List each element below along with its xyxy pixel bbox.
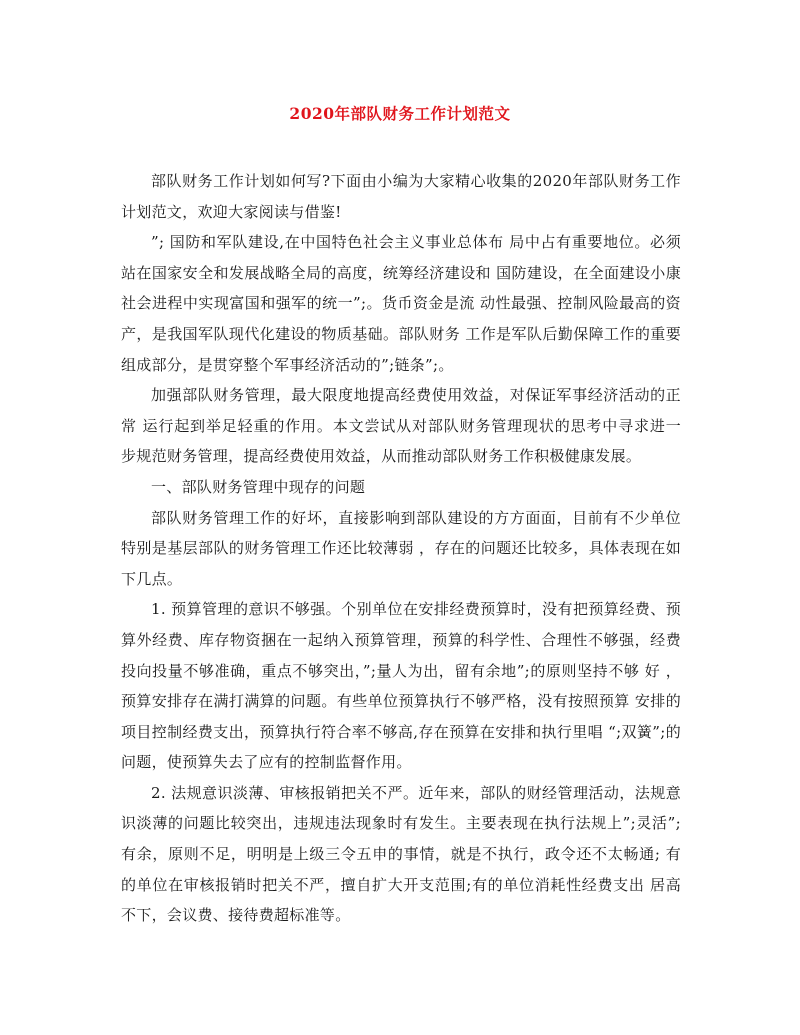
paragraph-management: 加强部队财务管理，最大限度地提高经费使用效益，对保证军事经济活动的正常 运行起到举足轻重的作用。本文尝试从对部队财务管理现状的思考中寻求进一 步规范财务管理，提高经费使用效益，从而推动部队财务工作积极健康发展。 <box>121 386 681 466</box>
paragraph-defense: ”; 国防和军队建设,在中国特色社会主义事业总体布 局中占有重要地位。必须站在国家安全和发展战略全局的高度，统筹经济建设和 国防建设，在全面建设小康社会进程中实现富国和强军的统一”;。货币资金是流 动性最强、控制风险最高的资产，是我国军队现代化建设的物质基础。部队财务 工作是军队后勤保障工作的重要组成部分，是贯穿整个军事经济活动的”;链条”;。 <box>121 233 681 374</box>
document-title: 2020年部队财务工作计划范文 <box>289 104 511 123</box>
section-heading: 一、部队财务管理中现存的问题 <box>151 477 366 496</box>
document-body <box>121 166 681 931</box>
paragraph-intro: 部队财务工作计划如何写?下面由小编为大家精心收集的2020年部队财务工作计划范文，欢迎大家阅读与借鉴! <box>121 172 681 221</box>
paragraph-problems: 部队财务管理工作的好坏，直接影响到部队建设的方方面面，目前有不少单位特别是基层部队的财务管理工作还比较薄弱 ，存在的问题还比较多，具体表现在如下几点。 <box>121 508 681 588</box>
paragraph-regulations: 2. 法规意识淡薄、审核报销把关不严。近年来，部队的财经管理活动，法规意识淡薄的问题比较突出，违规违法现象时有发生。主要表现在执行法规上”;灵活”;有余，原则不足，明明是上级三令五申的事情，就是不执行，政令还不太畅通; 有的单位在审核报销时把关不严，擅自扩大开支范围;有的单位消耗性经费支出 居高不下，会议费、接待费超标准等。 <box>121 783 681 925</box>
paragraph-budget: 1. 预算管理的意识不够强。个别单位在安排经费预算时，没有把预算经费、预算外经费、库存物资捆在一起纳入预算管理，预算的科学性、合理性不够强，经费投向投量不够准确，重点不够突出，”;量人为出，留有余地”;的原则坚持不够 好 ，预算安排存在满打满算的问题。有些单位预算执行不够严格，没有按照预算 安排的项目控制经费支出，预算执行符合率不够高,存在预算在安排和执行里唱 “;双簧”;的问题，使预算失去了应有的控制监督作用。 <box>121 600 681 772</box>
